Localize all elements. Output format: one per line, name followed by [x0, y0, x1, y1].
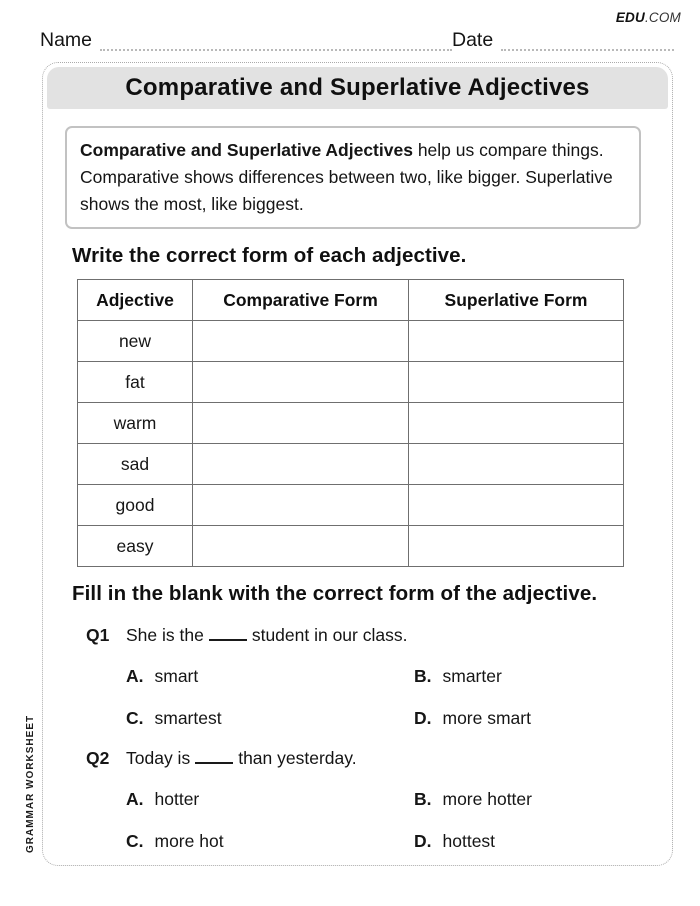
option-a [126, 666, 414, 687]
table-row [78, 485, 624, 526]
adjective-cell: easy [78, 526, 193, 567]
superlative-answer-cell[interactable] [409, 321, 624, 362]
option-letter: A. [126, 666, 144, 687]
definition-lead: Comparative and Superlative Adjectives [80, 140, 413, 160]
adjective-cell: fat [78, 362, 193, 403]
option-text: smartest [154, 708, 222, 729]
option-letter: B. [414, 666, 432, 687]
question-post-blank: student in our class. [251, 625, 408, 646]
superlative-answer-cell[interactable] [409, 526, 624, 567]
adjective-cell: new [78, 321, 193, 362]
option-c [126, 831, 414, 852]
option-text: smart [154, 666, 199, 687]
option-text: hottest [442, 831, 496, 852]
comparative-answer-cell[interactable] [193, 403, 409, 444]
brand-logo [616, 10, 681, 25]
adjective-cell: sad [78, 444, 193, 485]
options-grid [126, 789, 672, 852]
definition-box [65, 126, 641, 229]
question-post-blank: than yesterday. [238, 748, 357, 769]
question-q2 [86, 748, 672, 852]
table-row [78, 526, 624, 567]
brand-name: EDU [615, 10, 645, 25]
column-header-adjective: Adjective [78, 280, 193, 321]
brand-domain: .COM [644, 10, 681, 25]
option-a [126, 789, 414, 810]
option-letter: C. [126, 831, 144, 852]
column-header-comparative: Comparative Form [193, 280, 409, 321]
table-header-row [78, 280, 624, 321]
superlative-answer-cell[interactable] [409, 444, 624, 485]
superlative-answer-cell[interactable] [409, 403, 624, 444]
table-row [78, 362, 624, 403]
comparative-answer-cell[interactable] [193, 526, 409, 567]
name-input-line[interactable] [100, 31, 452, 51]
name-field [40, 29, 452, 51]
answer-blank[interactable] [209, 626, 247, 641]
comparative-answer-cell[interactable] [193, 362, 409, 403]
definition-rest: help us compare things. Comparative shows differences between two, like bigger. Superlative shows the most, like biggest. [80, 140, 613, 214]
table-row [78, 403, 624, 444]
option-letter: B. [414, 789, 432, 810]
question-row [86, 748, 672, 769]
section1-heading: Write the correct form of each adjective. [72, 244, 467, 268]
option-text: hotter [154, 789, 200, 810]
date-field [452, 29, 674, 51]
superlative-answer-cell[interactable] [409, 362, 624, 403]
comparative-answer-cell[interactable] [193, 485, 409, 526]
table-row [78, 321, 624, 362]
worksheet-title: Comparative and Superlative Adjectives [125, 74, 590, 101]
question-pre-blank: Today is [126, 748, 191, 769]
option-text: smarter [442, 666, 502, 687]
option-letter: A. [126, 789, 144, 810]
date-input-line[interactable] [501, 31, 674, 51]
option-b [414, 666, 672, 687]
question-pre-blank: She is the [126, 625, 204, 646]
option-d [414, 708, 672, 729]
question-q1 [86, 625, 672, 729]
question-number: Q1 [86, 625, 110, 646]
date-label: Date [452, 29, 494, 51]
question-text [126, 625, 407, 646]
worksheet-title-band [47, 67, 668, 109]
answer-blank[interactable] [195, 749, 233, 764]
adjective-cell: warm [78, 403, 193, 444]
option-letter: D. [414, 708, 432, 729]
name-date-row [40, 29, 674, 51]
option-text: more hotter [442, 789, 532, 810]
option-b [414, 789, 672, 810]
option-letter: D. [414, 831, 432, 852]
option-text: more smart [442, 708, 531, 729]
name-label: Name [40, 29, 93, 51]
superlative-answer-cell[interactable] [409, 485, 624, 526]
option-d [414, 831, 672, 852]
question-row [86, 625, 672, 646]
option-letter: C. [126, 708, 144, 729]
worksheet-container [42, 62, 673, 866]
option-text: more hot [154, 831, 224, 852]
adjective-cell: good [78, 485, 193, 526]
adjective-table [77, 279, 624, 567]
option-c [126, 708, 414, 729]
comparative-answer-cell[interactable] [193, 321, 409, 362]
question-text [126, 748, 357, 769]
question-number: Q2 [86, 748, 110, 769]
section2-heading: Fill in the blank with the correct form of the adjective. [72, 582, 598, 606]
column-header-superlative: Superlative Form [409, 280, 624, 321]
comparative-answer-cell[interactable] [193, 444, 409, 485]
worksheet-type-label: GRAMMAR WORKSHEET [25, 714, 36, 853]
table-row [78, 444, 624, 485]
options-grid [126, 666, 672, 729]
